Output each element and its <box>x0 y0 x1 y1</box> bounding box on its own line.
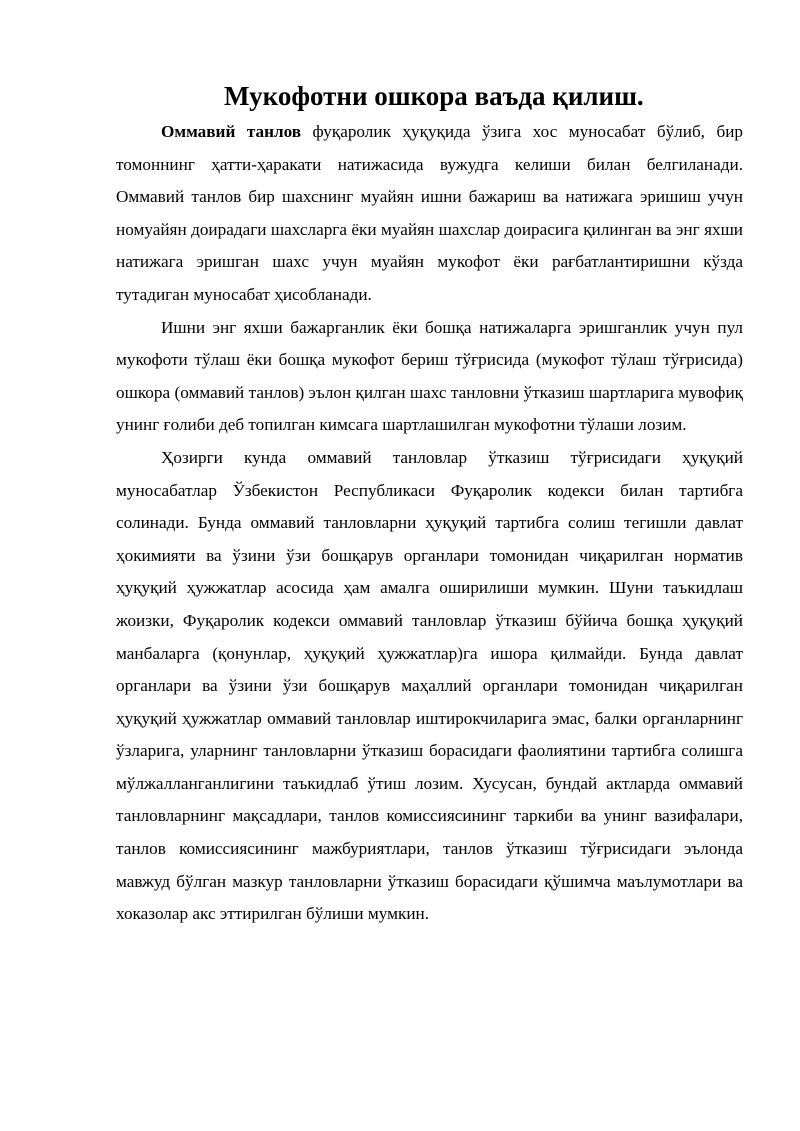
paragraph-1-text: фуқаролик ҳуқуқида ўзига хос муносабат бўлиб, бир томоннинг ҳатти-ҳаракати натижасида вужудга келиши билан белгиланади. Оммавий танлов бир шахснинг муайян ишни бажариш ва натижага эришиш учун номуайян доирадаги шахсларга ёки муайян шахслар доирасига қилинган ва энг яхши натижага эришган шахс учун муайян мукофот ёки рағбатлантиришни кўзда тутадиган муносабат ҳисобланади. <box>116 122 743 304</box>
paragraph-2 <box>116 312 743 442</box>
paragraph-3 <box>116 442 743 931</box>
document-title: Мукофотни ошкора ваъда қилиш. <box>224 81 644 111</box>
paragraph-3-text: Ҳозирги кунда оммавий танловлар ўтказиш тўғрисидаги ҳуқуқий муносабатлар Ўзбекистон Республикаси Фуқаролик кодекси билан тартибга солинади. Бунда оммавий танловларни ҳуқуқий тартибга солиш тегишли давлат ҳокимияти ва ўзини ўзи бошқарув органлари томонидан чиқарилган норматив ҳуқуқий ҳужжатлар асосида ҳам амалга оширилиши мумкин. Шуни таъкидлаш жоизки, Фуқаролик кодекси оммавий танловлар ўтказиш бўйича бошқа ҳуқуқий манбаларга (қонунлар, ҳуқуқий ҳужжатлар)га ишора қилмайди. Бунда давлат органлари ва ўзини ўзи бошқарув маҳаллий органлари томонидан чиқарилган ҳуқуқий ҳужжатлар оммавий танловлар иштирокчиларига эмас, балки органларнинг ўзларига, уларнинг танловларни ўтказиш борасидаги фаолиятини тартибга солишга мўлжалланганлигини таъкидлаб ўтиш лозим. Хусусан, бундай актларда оммавий танловларнинг мақсадлари, танлов комиссиясининг таркиби ва унинг вазифалари, танлов комиссиясининг мажбуриятлари, танлов ўтказиш тўғрисидаги эълонда мавжуд бўлган мазкур танловларни ўтказиш борасидаги қўшимча маълумотлари ва хоказолар акс эттирилган бўлиши мумкин. <box>116 447 743 924</box>
document-page <box>116 76 743 931</box>
paragraph-1 <box>116 116 743 312</box>
paragraph-2-text: Ишни энг яхши бажарганлик ёки бошқа натижаларга эришганлик учун пул мукофоти тўлаш ёки бошқа мукофот бериш тўғрисида (мукофот тўлаш тўғрисида) ошкора (оммавий танлов) эълон қилган шахс танловни ўтказиш шартларига мувофиқ унинг ғолиби деб топилган кимсага шартлашилган мукофотни тўлаши лозим. <box>116 317 743 435</box>
paragraph-1-bold-lead: Оммавий танлов <box>161 122 302 141</box>
